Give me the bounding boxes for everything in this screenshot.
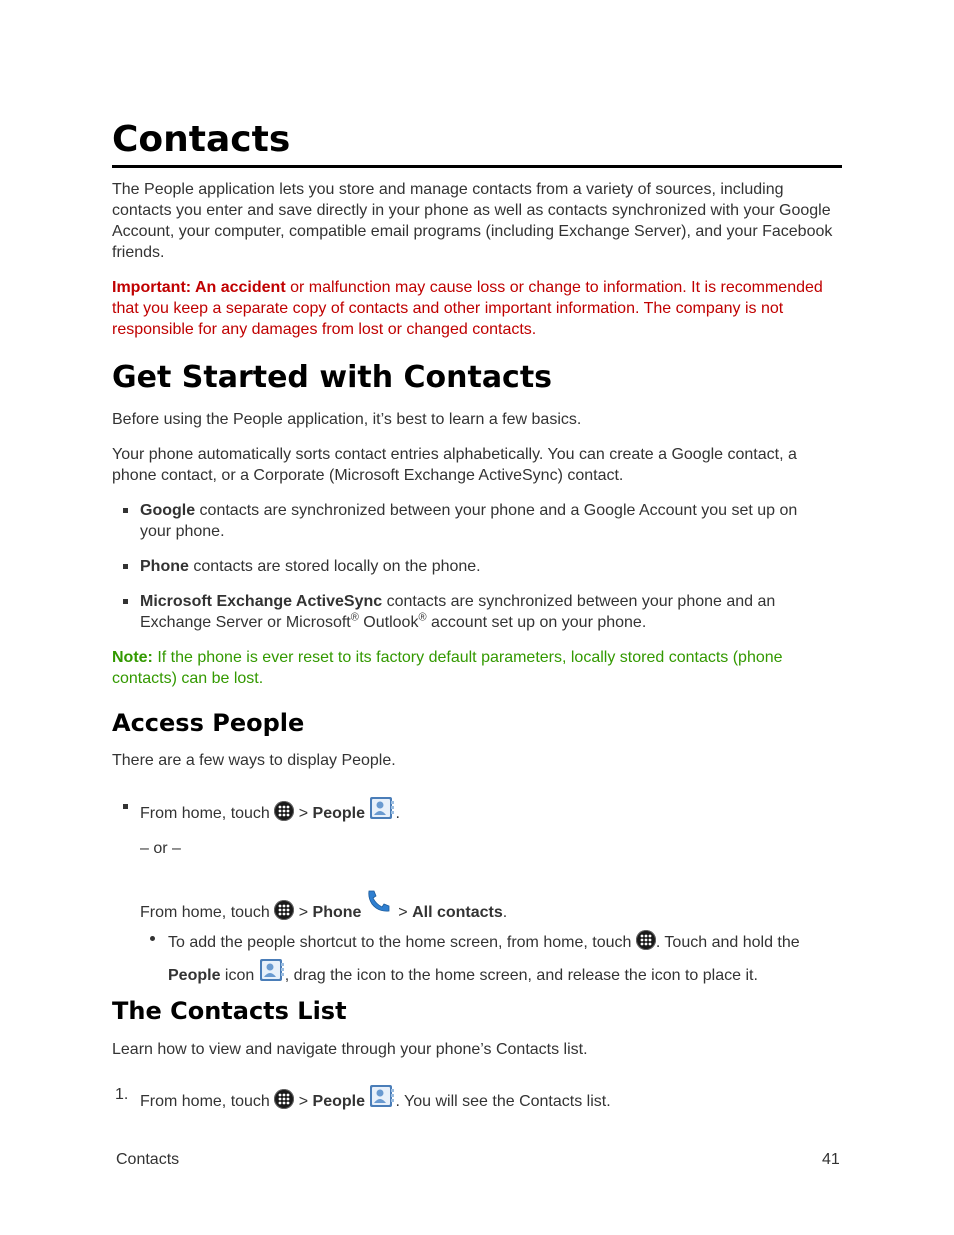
phone-icon [366,889,394,913]
sub-text-c: icon [220,967,259,984]
step-end: . [502,904,508,921]
step-number: 1. [115,1086,129,1103]
all-contacts-label: All contacts [412,904,503,921]
bullet-exchange-text-b: Outlook [358,614,419,631]
phone-label: Phone [312,904,362,921]
bullet-phone-text: contacts are stored locally on the phone. [188,558,481,575]
people-icon [369,796,395,820]
important-text: or malfunction may cause loss or change to information. It is recommended that you keep a separate copy of contacts and other important information. The company is not responsible for any damages from lost or changed contacts. [112,279,823,338]
heading-contacts-list: The Contacts List [112,997,347,1025]
step-text: From home, touch [140,1093,275,1110]
bullet-exchange-bold: Microsoft Exchange ActiveSync [140,593,383,610]
separator: > [294,805,313,822]
separator: > [294,1093,313,1110]
step-end: . [395,805,400,822]
note-paragraph [112,647,842,689]
note-text: If the phone is ever reset to its factory default parameters, locally stored contacts (phone contacts) can be lost. [112,649,783,687]
access-p1: There are a few ways to display People. [112,752,396,769]
separator: > [294,904,313,921]
bullet-exchange-text-c: account set up on your phone. [426,614,647,631]
step-text: From home, touch [140,904,275,921]
apps-icon [636,930,656,950]
access-step-2 [140,889,830,923]
separator: > [393,904,413,921]
get-started-p2: Your phone automatically sorts contact entries alphabetically. You can create a Google contact, a phone contact, or a Corporate (Microsoft Exchange ActiveSync) contact. [112,446,797,484]
important-label: Important: An accident [112,279,286,296]
sub-text-d: , drag the icon to the home screen, and release the icon to place it. [284,967,758,984]
bullet-phone [140,556,830,577]
heading-access-people: Access People [112,709,305,737]
bullet-phone-bold: Phone [140,558,189,575]
important-notice [112,277,842,340]
note-label: Note: [112,649,153,666]
intro-paragraph: The People application lets you store and manage contacts from a variety of sources, including contacts you enter and save directly in your phone as well as contacts synchronized with your Google Account, your computer, compatible email programs (including Exchange Server), and your Facebook friends. [112,181,833,261]
list-p1: Learn how to view and navigate through your phone’s Contacts list. [112,1041,588,1058]
bullet-google [140,500,830,542]
bullet-marker [123,508,128,513]
bullet-google-bold: Google [140,502,196,519]
get-started-p1: Before using the People application, it’s best to learn a few basics. [112,411,582,428]
list-step-1 [140,1084,830,1112]
step-text: From home, touch [140,805,275,822]
registered-mark: ® [350,611,359,624]
bullet-marker [123,599,128,604]
bullet-marker [150,936,155,941]
bullet-exchange [140,591,830,633]
people-label: People [312,805,365,822]
footer-page-number: 41 [822,1151,840,1168]
step-end: . You will see the Contacts list. [395,1093,611,1110]
people-icon [259,958,285,982]
page-title: Contacts [112,119,291,160]
apps-icon [274,900,294,920]
access-step-1 [140,796,830,824]
apps-icon [274,801,294,821]
people-icon [369,1084,395,1108]
bullet-marker [123,804,128,809]
access-sub-bullet [168,928,838,991]
footer-section: Contacts [116,1151,180,1168]
title-rule [112,165,842,168]
heading-get-started: Get Started with Contacts [112,360,553,395]
bullet-exchange-text-a: contacts are synchronized between your phone and an Exchange Server or Microsoft [140,593,776,631]
people-label: People [168,967,221,984]
sub-text-a: To add the people shortcut to the home screen, from home, touch [168,934,636,951]
people-label: People [312,1093,365,1110]
sub-text-b: . Touch and hold the [655,934,800,951]
bullet-marker [123,564,128,569]
registered-mark: ® [418,611,427,624]
apps-icon [274,1089,294,1109]
or-separator: – or – [140,840,181,857]
bullet-google-text: contacts are synchronized between your phone and a Google Account you set up on your phone. [140,502,798,540]
